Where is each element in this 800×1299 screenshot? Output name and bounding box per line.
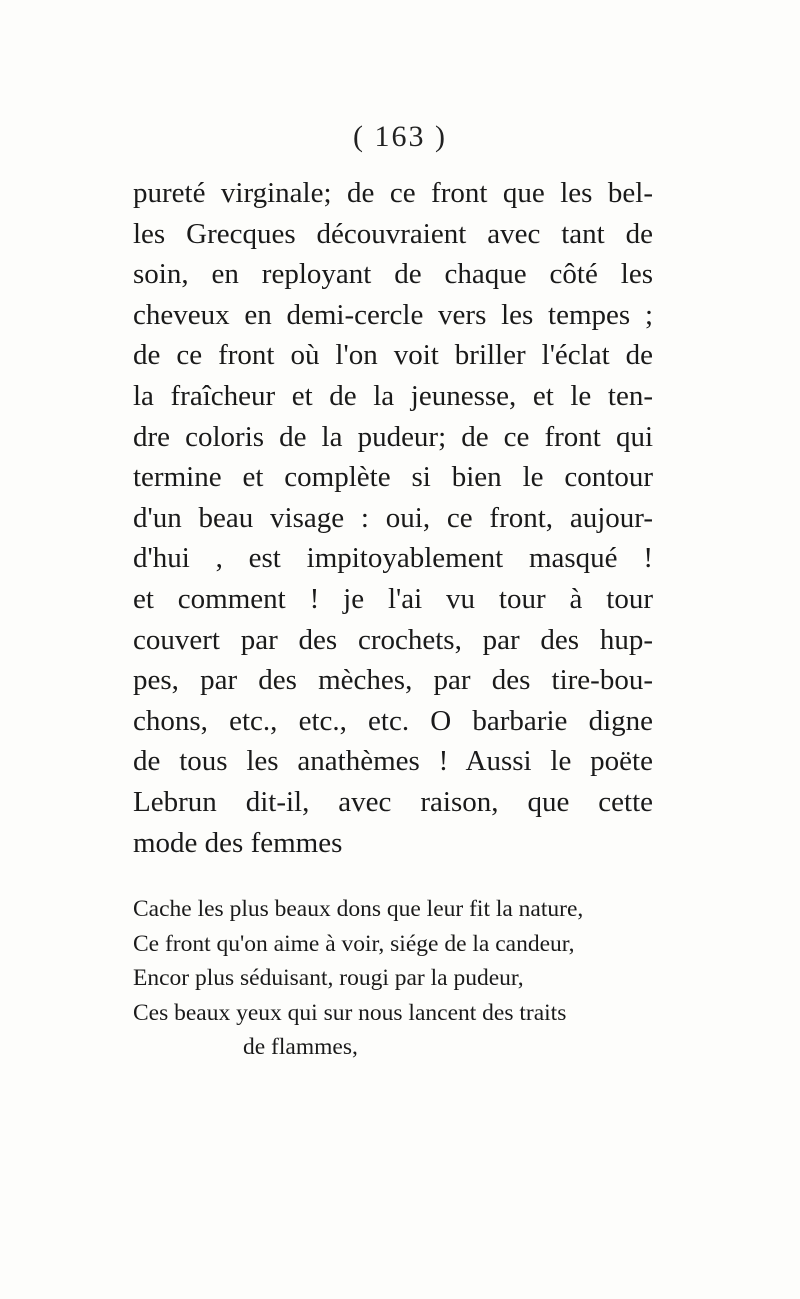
prose-line: mode des femmes — [133, 826, 343, 859]
prose-line: chons, etc., etc., etc. O barbarie digne — [133, 704, 653, 737]
prose-paragraph — [133, 173, 653, 863]
prose-line: dre coloris de la pudeur; de ce front qui — [133, 420, 653, 453]
prose-line: pes, par des mèches, par des tire-bou- — [133, 664, 653, 697]
prose-line: termine et complète si bien le contour — [133, 461, 653, 494]
verse-line: Cache les plus beaux dons que leur fit la nature, — [133, 896, 584, 922]
prose-line: d'hui , est impitoyablement masqué ! — [133, 542, 653, 575]
prose-line: Lebrun dit-il, avec raison, que cette — [133, 785, 653, 818]
verse-quotation — [133, 892, 653, 1065]
prose-line: cheveux en demi-cercle vers les tempes ; — [133, 298, 653, 331]
verse-line: Encor plus séduisant, rougi par la pudeur, — [133, 965, 524, 991]
page-number: ( 163 ) — [353, 120, 447, 153]
prose-line: la fraîcheur et de la jeunesse, et le ten- — [133, 379, 653, 412]
verse-line: Ce front qu'on aime à voir, siége de la candeur, — [133, 930, 575, 957]
prose-line: et comment ! je l'ai vu tour à tour — [133, 582, 653, 615]
prose-line: pureté virginale; de ce front que les bel- — [133, 177, 653, 209]
verse-line: de flammes, — [243, 1034, 358, 1060]
prose-line: soin, en reployant de chaque côté les — [133, 258, 653, 291]
verse-line: Ces beaux yeux qui sur nous lancent des traits — [133, 999, 567, 1026]
prose-line: d'un beau visage : oui, ce front, aujour- — [133, 501, 653, 534]
prose-line: de tous les anathèmes ! Aussi le poëte — [133, 745, 653, 778]
prose-line: les Grecques découvraient avec tant de — [133, 217, 653, 250]
prose-line: couvert par des crochets, par des hup- — [133, 623, 653, 656]
prose-line: de ce front où l'on voit briller l'éclat de — [133, 339, 653, 372]
